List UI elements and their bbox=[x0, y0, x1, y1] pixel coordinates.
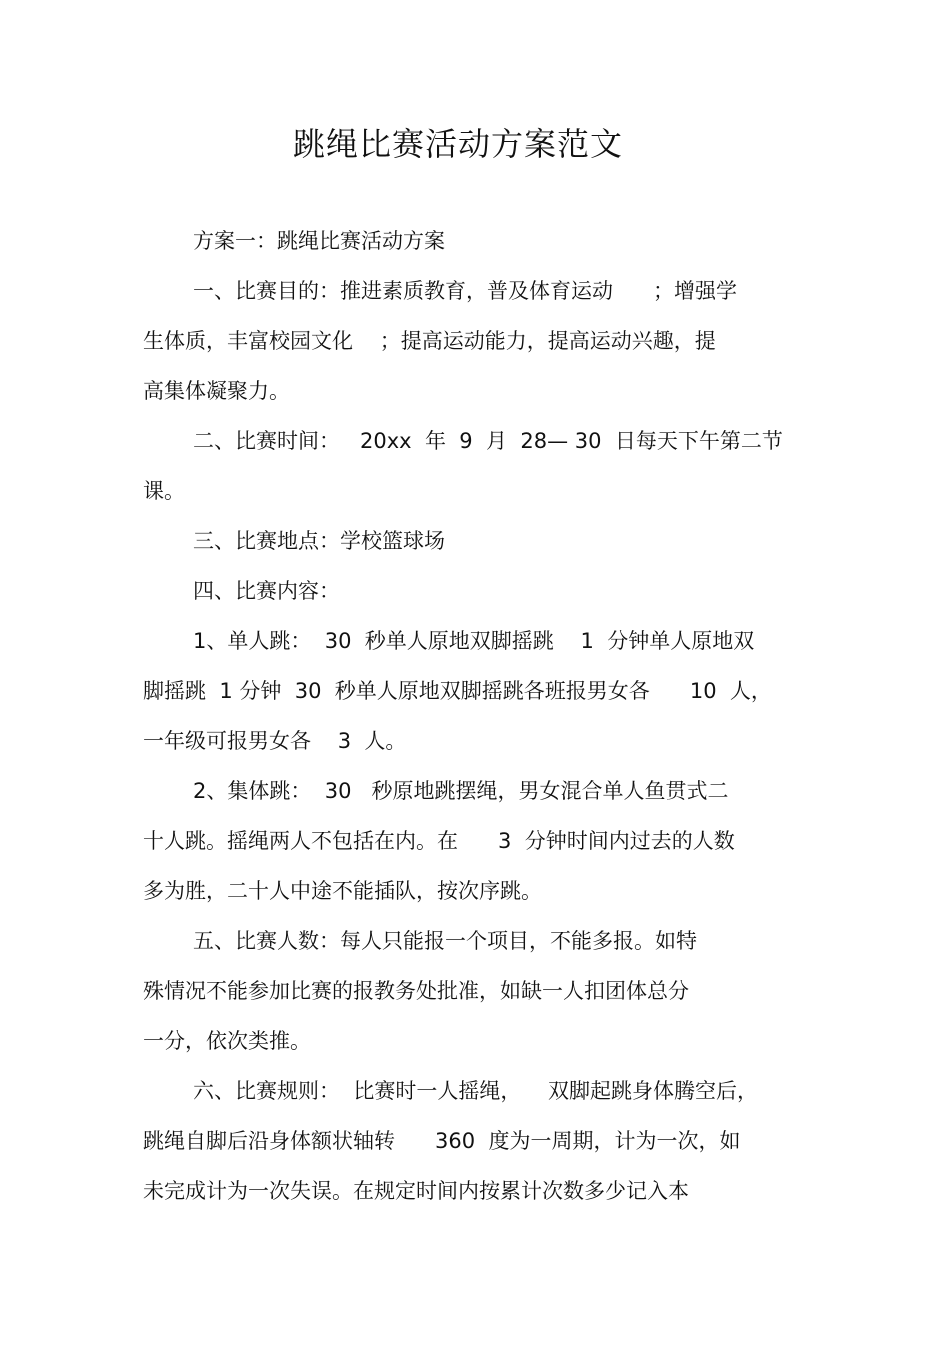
scheme-heading: 方案一：跳绳比赛活动方案 bbox=[193, 229, 445, 253]
paragraph-line: 1、单人跳： 30 秒单人原地双脚摇跳 1 分钟单人原地双 bbox=[193, 629, 755, 653]
paragraph-line: 多为胜，二十人中途不能插队，按次序跳。 bbox=[143, 879, 542, 903]
paragraph-line: 未完成计为一次失误。在规定时间内按累计次数多少记入本 bbox=[143, 1179, 689, 1203]
paragraph-line: 十人跳。摇绳两人不包括在内。在 3 分钟时间内过去的人数 bbox=[143, 829, 735, 853]
paragraph-line: 一、比赛目的：推进素质教育，普及体育运动 ；增强学 bbox=[193, 279, 738, 303]
paragraph-line: 一年级可报男女各 3 人。 bbox=[143, 729, 407, 753]
paragraph-line: 一分，依次类推。 bbox=[143, 1029, 311, 1053]
paragraph-line: 高集体凝聚力。 bbox=[143, 379, 290, 403]
paragraph-line: 脚摇跳 1 分钟 30 秒单人原地双脚摇跳各班报男女各 10 人， bbox=[143, 679, 772, 703]
paragraph-line: 2、集体跳： 30 秒原地跳摆绳，男女混合单人鱼贯式二 bbox=[193, 779, 729, 803]
paragraph-line: 六、比赛规则： 比赛时一人摇绳， 双脚起跳身体腾空后， bbox=[193, 1079, 759, 1103]
paragraph-line: 生体质，丰富校园文化 ；提高运动能力，提高运动兴趣，提 bbox=[143, 329, 716, 353]
document-title: 跳绳比赛活动方案范文 bbox=[292, 125, 623, 163]
paragraph-line: 四、比赛内容： bbox=[193, 579, 340, 603]
paragraph-line: 殊情况不能参加比赛的报教务处批准，如缺一人扣团体总分 bbox=[143, 979, 689, 1003]
paragraph-line: 二、比赛时间： 20xx 年 9 月 28— 30 日每天下午第二节 bbox=[193, 429, 783, 453]
paragraph-line: 三、比赛地点：学校篮球场 bbox=[193, 529, 445, 553]
paragraph-line: 五、比赛人数：每人只能报一个项目，不能多报。如特 bbox=[193, 929, 697, 953]
paragraph-line: 跳绳自脚后沿身体额状轴转 360 度为一周期，计为一次，如 bbox=[143, 1129, 741, 1153]
paragraph-line: 课。 bbox=[143, 479, 185, 503]
